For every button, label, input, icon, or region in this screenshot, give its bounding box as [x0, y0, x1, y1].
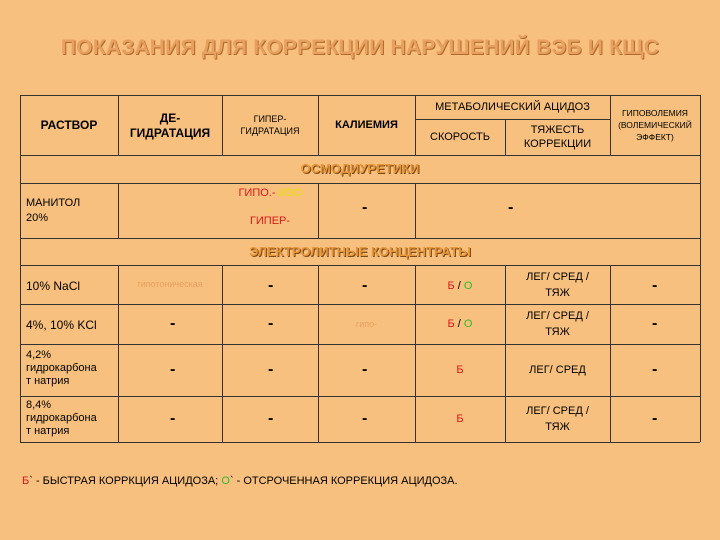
header-speed: СКОРОСТЬ [430, 131, 490, 143]
row-label-kcl: 4%, 10% KCl [26, 318, 97, 332]
grid-line [20, 344, 700, 345]
header-dehydration: ДЕ- ГИДРАТАЦИЯ [129, 111, 211, 140]
header-kaliemia: КАЛИЕМИЯ [335, 119, 398, 131]
grid-line [20, 238, 700, 239]
grid-line [318, 265, 319, 442]
bicarb84-speed: Б [456, 413, 464, 425]
grid-line [318, 183, 319, 238]
grid-line [20, 396, 700, 397]
mannitol-hypo: ГИПО.- [238, 187, 276, 199]
row-label-bicarbonate-8-4: 8,4% гидрокарбона т натрия [26, 399, 97, 437]
grid-line [20, 442, 700, 443]
header-solution: РАСТВОР [40, 118, 98, 132]
footnote-o-text: ` - ОТСРОЧЕННАЯ КОРРЕКЦИЯ АЦИДОЗА. [229, 475, 458, 487]
section-electrolyte-concentrates: ЭЛЕКТРОЛИТНЫЕ КОНЦЕНТРАТЫ [249, 244, 471, 259]
kcl-kaliemia: гипо- [355, 319, 378, 329]
speed-sep: / [457, 318, 461, 330]
speed-b: Б [447, 280, 455, 292]
bicarb42-hypovolemia: - [652, 361, 658, 378]
mannitol-acidosis: - [508, 199, 514, 216]
grid-line [20, 265, 700, 266]
grid-line [415, 183, 416, 238]
grid-line [20, 183, 700, 184]
row-label-nacl: 10% NaCl [26, 279, 81, 293]
bicarb42-dehydration: - [170, 361, 176, 378]
kcl-dehydration: - [170, 315, 176, 332]
footnote-b-mark: Б [22, 475, 30, 487]
speed-b: Б [447, 318, 455, 330]
grid-line [20, 155, 700, 156]
speed-o: О [463, 318, 473, 330]
bicarb84-hyperhydration: - [268, 410, 274, 427]
footnote-o-mark: О [221, 475, 230, 487]
mannitol-iso: ИЗО [278, 187, 302, 199]
nacl-speed [415, 278, 505, 294]
grid-line [20, 95, 700, 96]
nacl-hypovolemia: - [652, 277, 658, 294]
grid-line [415, 119, 610, 120]
nacl-dehydration: гипотоническая [137, 279, 203, 289]
kcl-speed [415, 316, 505, 332]
page-title: ПОКАЗАНИЯ ДЛЯ КОРРЕКЦИИ НАРУШЕНИЙ ВЭБ И КЩС [60, 36, 660, 59]
bicarb42-severity: ЛЕГ/ СРЕД [529, 364, 586, 376]
speed-sep: / [457, 280, 461, 292]
mannitol-hyperhydration [222, 186, 318, 228]
kcl-hypovolemia: - [652, 315, 658, 332]
bicarb84-hypovolemia: - [652, 410, 658, 427]
bicarb84-dehydration: - [170, 410, 176, 427]
mannitol-kaliemia: - [362, 199, 368, 216]
header-severity: ТЯЖЕСТЬ КОРРЕКЦИИ [523, 124, 592, 150]
section-osmodiuretics: ОСМОДИУРЕТИКИ [300, 161, 420, 176]
row-label-bicarbonate-4-2: 4,2% гидрокарбона т натрия [26, 349, 97, 387]
footnote-b-text: ` - БЫСТРАЯ КОРРКЦИЯ АЦИДОЗА; [29, 475, 219, 487]
grid-line [20, 95, 21, 442]
nacl-kaliemia: - [362, 277, 368, 294]
kcl-severity: ЛЕГ/ СРЕД / ТЯЖ [526, 310, 589, 338]
row-label-mannitol: МАНИТОЛ 20% [26, 197, 81, 224]
kcl-hyperhydration: - [268, 315, 274, 332]
header-hyperhydration: ГИПЕР- ГИДРАТАЦИЯ [240, 114, 300, 136]
bicarb42-hyperhydration: - [268, 361, 274, 378]
grid-line [610, 265, 611, 442]
header-hypovolemia: ГИПОВОЛЕМИЯ (ВОЛЕМИЧЕСКИЙ ЭФФЕКТ) [618, 108, 692, 142]
grid-line [20, 304, 700, 305]
nacl-severity: ЛЕГ/ СРЕД / ТЯЖ [526, 271, 589, 299]
footnote [22, 475, 458, 487]
grid-line [118, 183, 119, 238]
nacl-hyperhydration: - [268, 277, 274, 294]
bicarb84-kaliemia: - [362, 410, 368, 427]
speed-o: О [463, 280, 473, 292]
mannitol-sep: , [268, 201, 272, 213]
mannitol-hyper: ГИПЕР- [249, 215, 291, 227]
header-metabolic-acidosis: МЕТАБОЛИЧЕСКИЙ АЦИДОЗ [435, 101, 590, 113]
bicarb42-speed: Б [456, 364, 464, 376]
bicarb84-severity: ЛЕГ/ СРЕД / ТЯЖ [526, 405, 589, 433]
bicarb42-kaliemia: - [362, 361, 368, 378]
grid-line [700, 95, 701, 442]
grid-line [222, 265, 223, 442]
